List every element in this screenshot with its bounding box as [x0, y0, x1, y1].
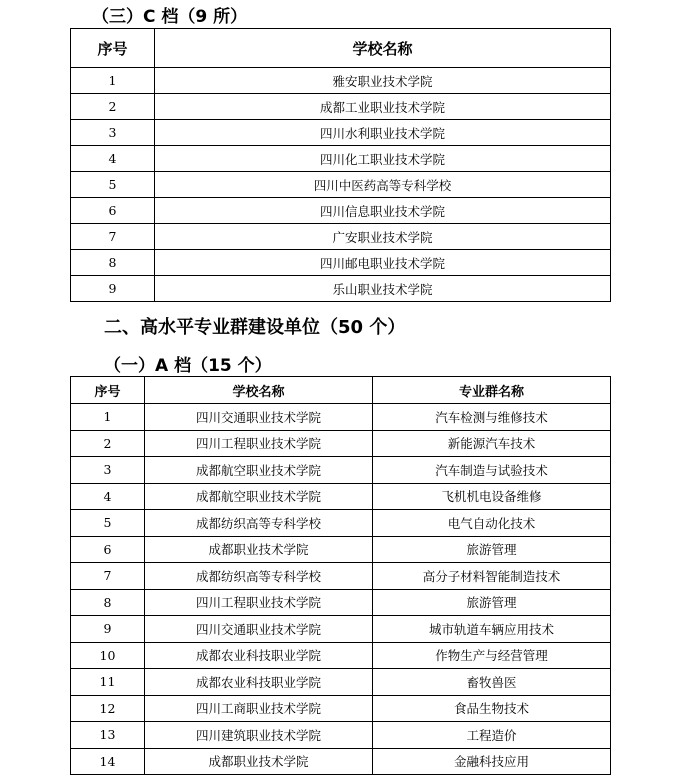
cell-program-group: 电气自动化技术 [373, 510, 611, 537]
cell-school-name: 四川邮电职业技术学院 [155, 250, 611, 276]
cell-index: 11 [71, 669, 145, 696]
cell-program-group: 食品生物技术 [373, 695, 611, 722]
cell-program-group: 汽车检测与维修技术 [373, 404, 611, 431]
cell-school-name: 四川化工职业技术学院 [155, 146, 611, 172]
table-row [71, 120, 611, 146]
cell-index: 3 [71, 120, 155, 146]
table-row [71, 457, 611, 484]
cell-school-name: 广安职业技术学院 [155, 224, 611, 250]
cell-school-name: 成都职业技术学院 [145, 536, 373, 563]
table-row [71, 172, 611, 198]
cell-program-group: 城市轨道车辆应用技术 [373, 616, 611, 643]
cell-program-group: 新能源汽车技术 [373, 430, 611, 457]
table-header-row [71, 377, 611, 404]
cell-school-name: 成都航空职业技术学院 [145, 457, 373, 484]
header-school-name: 学校名称 [155, 29, 611, 68]
header-school-name: 学校名称 [145, 377, 373, 404]
cell-index: 12 [71, 695, 145, 722]
cell-index: 7 [71, 563, 145, 590]
table-row [71, 146, 611, 172]
table-c-schools [70, 28, 611, 302]
cell-school-name: 成都工业职业技术学院 [155, 94, 611, 120]
cell-school-name: 成都纺织高等专科学校 [145, 563, 373, 590]
table-row [71, 198, 611, 224]
cell-school-name: 成都职业技术学院 [145, 748, 373, 775]
cell-school-name: 四川工程职业技术学院 [145, 430, 373, 457]
cell-index: 5 [71, 172, 155, 198]
cell-program-group: 工程造价 [373, 722, 611, 749]
table-row [71, 276, 611, 302]
table-row [71, 404, 611, 431]
cell-index: 10 [71, 642, 145, 669]
cell-school-name: 四川交通职业技术学院 [145, 616, 373, 643]
table-row [71, 748, 611, 775]
table-row [71, 563, 611, 590]
table-row [71, 722, 611, 749]
cell-index: 8 [71, 250, 155, 276]
table-row [71, 483, 611, 510]
cell-school-name: 成都农业科技职业学院 [145, 642, 373, 669]
cell-program-group: 金融科技应用 [373, 748, 611, 775]
cell-program-group: 旅游管理 [373, 589, 611, 616]
cell-program-group: 作物生产与经营管理 [373, 642, 611, 669]
cell-school-name: 四川信息职业技术学院 [155, 198, 611, 224]
cell-index: 1 [71, 404, 145, 431]
cell-index: 3 [71, 457, 145, 484]
cell-program-group: 旅游管理 [373, 536, 611, 563]
table-header-row [71, 29, 611, 68]
cell-index: 6 [71, 198, 155, 224]
table-row [71, 536, 611, 563]
table-row [71, 616, 611, 643]
section-2-heading: 二、高水平专业群建设单位（50 个） [104, 317, 406, 338]
cell-program-group: 高分子材料智能制造技术 [373, 563, 611, 590]
cell-school-name: 四川工程职业技术学院 [145, 589, 373, 616]
cell-index: 9 [71, 616, 145, 643]
header-index: 序号 [71, 377, 145, 404]
cell-index: 4 [71, 483, 145, 510]
cell-school-name: 乐山职业技术学院 [155, 276, 611, 302]
cell-index: 13 [71, 722, 145, 749]
cell-index: 5 [71, 510, 145, 537]
cell-school-name: 成都纺织高等专科学校 [145, 510, 373, 537]
cell-index: 2 [71, 430, 145, 457]
table-row [71, 669, 611, 696]
table-row [71, 250, 611, 276]
table-row [71, 642, 611, 669]
table-row [71, 695, 611, 722]
cell-school-name: 四川中医药高等专科学校 [155, 172, 611, 198]
cell-school-name: 雅安职业技术学院 [155, 68, 611, 94]
table-a-programs [70, 376, 611, 775]
cell-index: 14 [71, 748, 145, 775]
cell-school-name: 四川交通职业技术学院 [145, 404, 373, 431]
cell-school-name: 成都航空职业技术学院 [145, 483, 373, 510]
cell-school-name: 成都农业科技职业学院 [145, 669, 373, 696]
table-row [71, 510, 611, 537]
section-c-heading: （三）C 档（9 所） [92, 7, 248, 27]
header-index: 序号 [71, 29, 155, 68]
cell-school-name: 四川工商职业技术学院 [145, 695, 373, 722]
table-row [71, 589, 611, 616]
table-row [71, 224, 611, 250]
cell-index: 1 [71, 68, 155, 94]
section-a-heading: （一）A 档（15 个） [104, 356, 272, 376]
cell-index: 9 [71, 276, 155, 302]
table-row [71, 430, 611, 457]
header-program-group: 专业群名称 [373, 377, 611, 404]
table-row [71, 94, 611, 120]
cell-index: 4 [71, 146, 155, 172]
cell-school-name: 四川水利职业技术学院 [155, 120, 611, 146]
table-row [71, 68, 611, 94]
cell-program-group: 汽车制造与试验技术 [373, 457, 611, 484]
cell-index: 6 [71, 536, 145, 563]
cell-index: 8 [71, 589, 145, 616]
cell-program-group: 飞机机电设备维修 [373, 483, 611, 510]
cell-index: 2 [71, 94, 155, 120]
cell-program-group: 畜牧兽医 [373, 669, 611, 696]
cell-index: 7 [71, 224, 155, 250]
cell-school-name: 四川建筑职业技术学院 [145, 722, 373, 749]
